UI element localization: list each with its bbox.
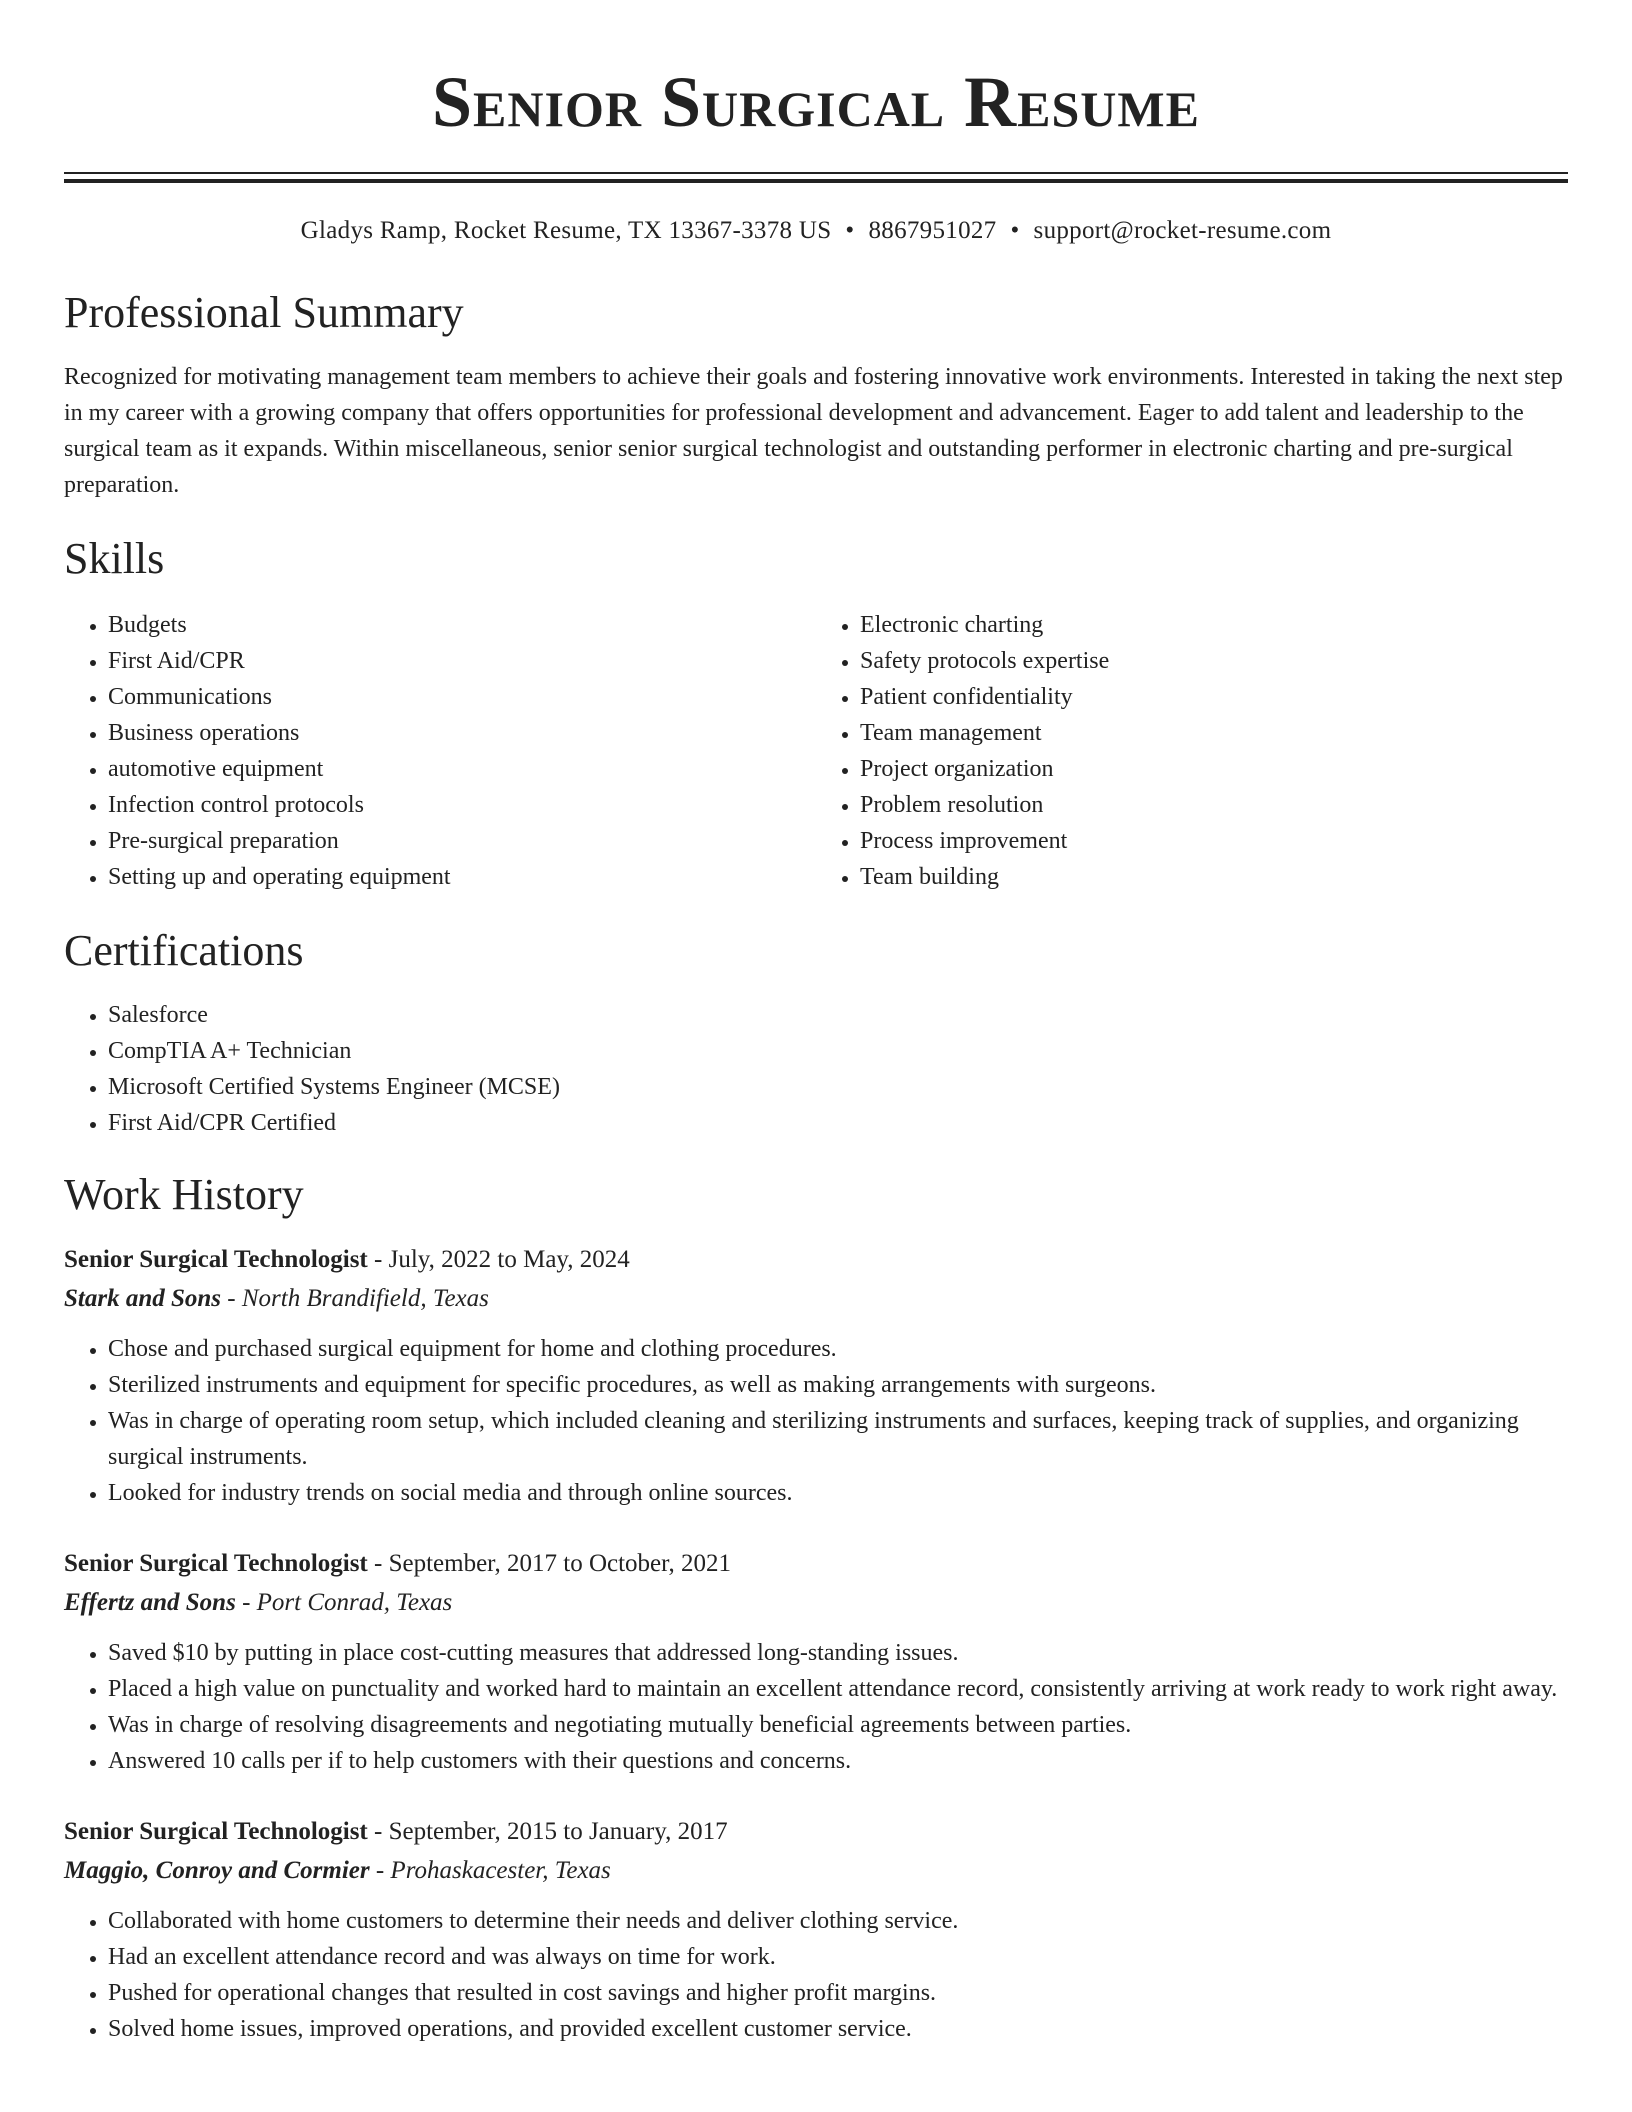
divider-line-thick xyxy=(64,179,1568,183)
job-bullet: • Placed a high value on punctuality and worked hard to maintain an excellent attendance record, consistently arriving at work ready to work right away. xyxy=(108,1671,1568,1707)
contact-address: Gladys Ramp, Rocket Resume, TX 13367-3378 US xyxy=(300,217,832,244)
section-heading-certifications: Certifications xyxy=(64,926,304,975)
job-title: Senior Surgical Technologist xyxy=(64,1550,368,1577)
job-dates: - September, 2017 to October, 2021 xyxy=(367,1550,731,1577)
skill-item: • Team management xyxy=(860,715,1568,751)
certification-item: • First Aid/CPR Certified xyxy=(108,1105,1568,1141)
job-location: - Port Conrad, Texas xyxy=(235,1589,453,1616)
skill-item: • First Aid/CPR xyxy=(108,643,816,679)
certification-item: • Salesforce xyxy=(108,997,1568,1033)
certification-item: • Microsoft Certified Systems Engineer (MCSE) xyxy=(108,1069,1568,1105)
job-bullets xyxy=(64,1635,1568,1779)
skill-item: • Electronic charting xyxy=(860,607,1568,643)
job-bullet: • Sterilized instruments and equipment for specific procedures, as well as making arrangements with surgeons. xyxy=(108,1367,1568,1403)
job-title-line xyxy=(64,1241,1568,1279)
contact-phone: 8867951027 xyxy=(868,217,997,244)
job-company: Effertz and Sons xyxy=(64,1589,236,1616)
job-title-line xyxy=(64,1813,1568,1851)
job-bullet: • Collaborated with home customers to determine their needs and deliver clothing service. xyxy=(108,1903,1568,1939)
job-company-line xyxy=(64,1851,1568,1891)
job-company-line xyxy=(64,1279,1568,1319)
job-company: Stark and Sons xyxy=(64,1285,222,1312)
contact-separator: • xyxy=(845,217,855,244)
contact-email[interactable]: support@rocket-resume.com xyxy=(1033,217,1332,244)
skill-item: • automotive equipment xyxy=(108,751,816,787)
job-dates: - July, 2022 to May, 2024 xyxy=(367,1246,630,1273)
job-bullet: • Was in charge of resolving disagreements and negotiating mutually beneficial agreements between parties. xyxy=(108,1707,1568,1743)
skills-list-right xyxy=(816,607,1568,895)
certifications-section xyxy=(64,925,1568,1141)
skill-item: • Pre-surgical preparation xyxy=(108,823,816,859)
job-entry xyxy=(64,1545,1568,1779)
skill-item: • Communications xyxy=(108,679,816,715)
job-bullets xyxy=(64,1903,1568,2047)
job-title: Senior Surgical Technologist xyxy=(64,1246,368,1273)
skill-item: • Budgets xyxy=(108,607,816,643)
job-title: Senior Surgical Technologist xyxy=(64,1818,368,1845)
job-bullet: • Answered 10 calls per if to help customers with their questions and concerns. xyxy=(108,1743,1568,1779)
section-heading-work-history: Work History xyxy=(64,1170,304,1219)
contact-separator: • xyxy=(1010,217,1020,244)
section-heading-skills: Skills xyxy=(64,534,165,583)
job-entry xyxy=(64,1813,1568,2047)
job-bullets xyxy=(64,1331,1568,1511)
job-bullet: • Looked for industry trends on social media and through online sources. xyxy=(108,1475,1568,1511)
skills-columns xyxy=(64,607,1568,895)
certifications-list xyxy=(64,997,1568,1141)
skill-item: • Safety protocols expertise xyxy=(860,643,1568,679)
summary-text: Recognized for motivating management team members to achieve their goals and fostering innovative work environments. Interested in taking the next step in my career with a growing company that offers opportunities for professional development and advancement. Eager to add talent and leadership to the surgical team as it expands. Within miscellaneous, senior senior surgical technologist and outstanding performer in electronic charting and pre-surgical preparation. xyxy=(64,364,1563,498)
job-entry xyxy=(64,1241,1568,1511)
contact-line xyxy=(64,215,1568,247)
skills-section xyxy=(64,533,1568,895)
skill-item: • Project organization xyxy=(860,751,1568,787)
title-divider xyxy=(64,172,1568,183)
skill-item: • Business operations xyxy=(108,715,816,751)
job-bullet: • Solved home issues, improved operations, and provided excellent customer service. xyxy=(108,2011,1568,2047)
job-bullet: • Chose and purchased surgical equipment for home and clothing procedures. xyxy=(108,1331,1568,1367)
professional-summary-section xyxy=(64,287,1568,503)
job-company-line xyxy=(64,1583,1568,1623)
skill-item: • Process improvement xyxy=(860,823,1568,859)
section-heading-summary: Professional Summary xyxy=(64,288,464,337)
job-dates: - September, 2015 to January, 2017 xyxy=(367,1818,728,1845)
job-bullet: • Saved $10 by putting in place cost-cutting measures that addressed long-standing issues. xyxy=(108,1635,1568,1671)
divider-line-thin xyxy=(64,172,1568,174)
job-bullet: • Was in charge of operating room setup, which included cleaning and sterilizing instruments and surfaces, keeping track of supplies, and organizing surgical instruments. xyxy=(108,1403,1568,1475)
skill-item: • Infection control protocols xyxy=(108,787,816,823)
resume-title: Senior Surgical Resume xyxy=(432,62,1200,142)
job-location: - Prohaskacester, Texas xyxy=(369,1857,611,1884)
job-location: - North Brandifield, Texas xyxy=(221,1285,489,1312)
job-company: Maggio, Conroy and Cormier xyxy=(64,1857,370,1884)
job-title-line xyxy=(64,1545,1568,1583)
skill-item: • Patient confidentiality xyxy=(860,679,1568,715)
certification-item: • CompTIA A+ Technician xyxy=(108,1033,1568,1069)
skill-item: • Problem resolution xyxy=(860,787,1568,823)
work-history-section xyxy=(64,1169,1568,2047)
skill-item: • Setting up and operating equipment xyxy=(108,859,816,895)
skills-list-left xyxy=(64,607,816,895)
skill-item: • Team building xyxy=(860,859,1568,895)
job-bullet: • Pushed for operational changes that resulted in cost savings and higher profit margins. xyxy=(108,1975,1568,2011)
job-bullet: • Had an excellent attendance record and was always on time for work. xyxy=(108,1939,1568,1975)
